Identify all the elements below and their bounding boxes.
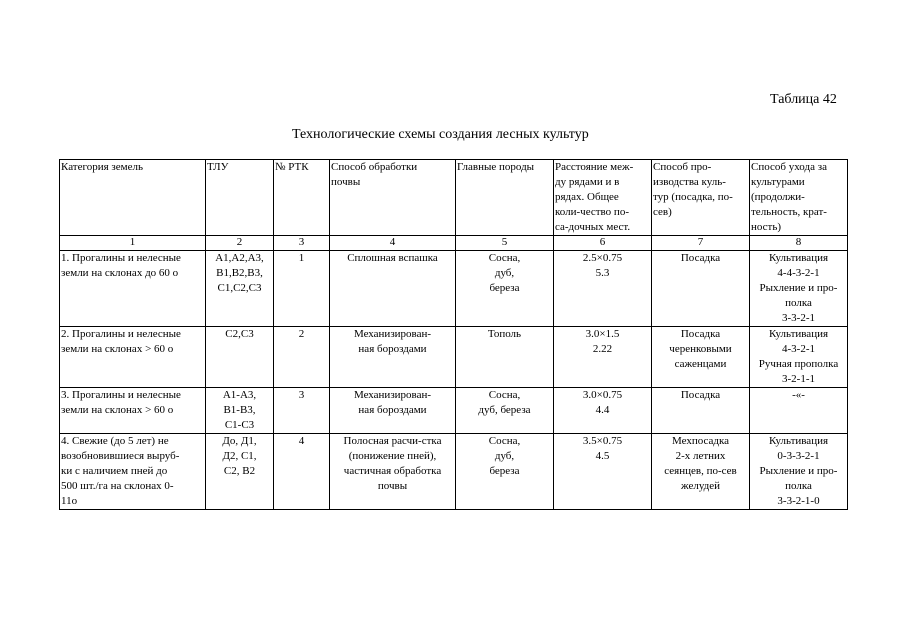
column-number: 7 [652,236,750,251]
tlu-cell: С2,С3 [206,327,274,388]
soil-treatment-cell: Механизирован- ная бороздами [330,327,456,388]
main-species-cell: Сосна, дуб, береза [456,434,554,510]
column-number: 4 [330,236,456,251]
soil-treatment-cell: Сплошная вспашка [330,251,456,327]
care-method-cell: -«- [750,388,848,434]
forest-cultures-table [59,159,848,510]
care-method-cell: Культивация 4-4-3-2-1 Рыхление и про- полка 3-3-2-1 [750,251,848,327]
column-number: 3 [274,236,330,251]
column-number: 2 [206,236,274,251]
header-cell: Категория земель [60,160,206,236]
header-cell: ТЛУ [206,160,274,236]
care-method-cell: Культивация 4-3-2-1 Ручная прополка 3-2-1-1 [750,327,848,388]
tlu-cell: А1,А2,А3, В1,В2,В3, С1,С2,С3 [206,251,274,327]
production-method-cell: Мехпосадка 2-х летних сеянцев, по-сев желудей [652,434,750,510]
production-method-cell: Посадка [652,251,750,327]
column-number: 1 [60,236,206,251]
header-cell: Способ про- изводства куль- тур (посадка, по- сев) [652,160,750,236]
column-number-row [60,236,848,251]
production-method-cell: Посадка [652,388,750,434]
land-category-cell: 2. Прогалины и нелесные земли на склонах > 60 о [60,327,206,388]
header-cell: № РТК [274,160,330,236]
spacing-cell: 3.0×1.5 2.22 [554,327,652,388]
table-number: Таблица 42 [770,92,837,107]
header-row [60,160,848,236]
rtk-cell: 4 [274,434,330,510]
column-number: 5 [456,236,554,251]
land-category-cell: 4. Свежие (до 5 лет) не возобновившиеся выруб- ки с наличием пней до 500 шт./га на склонах 0- 11о [60,434,206,510]
main-species-cell: Сосна, дуб, береза [456,251,554,327]
main-species-cell: Тополь [456,327,554,388]
table-row [60,327,848,388]
production-method-cell: Посадка черенковыми саженцами [652,327,750,388]
care-method-cell: Культивация 0-3-3-2-1 Рыхление и про- полка 3-3-2-1-0 [750,434,848,510]
header-cell: Главные породы [456,160,554,236]
document-title: Технологические схемы создания лесных культур [292,127,589,142]
land-category-cell: 1. Прогалины и нелесные земли на склонах до 60 о [60,251,206,327]
header-cell: Способ обработки почвы [330,160,456,236]
main-species-cell: Сосна, дуб, береза [456,388,554,434]
land-category-cell: 3. Прогалины и нелесные земли на склонах > 60 о [60,388,206,434]
tlu-cell: А1-А3, В1-В3, С1-С3 [206,388,274,434]
rtk-cell: 3 [274,388,330,434]
header-cell: Расстояние меж- ду рядами и в рядах. Общее коли-чество по- са-дочных мест. [554,160,652,236]
spacing-cell: 3.5×0.75 4.5 [554,434,652,510]
table-row [60,251,848,327]
column-number: 6 [554,236,652,251]
column-number: 8 [750,236,848,251]
tlu-cell: До, Д1, Д2, С1, С2, В2 [206,434,274,510]
soil-treatment-cell: Механизирован- ная бороздами [330,388,456,434]
table-row [60,388,848,434]
header-cell: Способ ухода за культурами (продолжи- тельность, крат- ность) [750,160,848,236]
spacing-cell: 3.0×0.75 4.4 [554,388,652,434]
spacing-cell: 2.5×0.75 5.3 [554,251,652,327]
soil-treatment-cell: Полосная расчи-стка (понижение пней), частичная обработка почвы [330,434,456,510]
rtk-cell: 2 [274,327,330,388]
rtk-cell: 1 [274,251,330,327]
table-row [60,434,848,510]
